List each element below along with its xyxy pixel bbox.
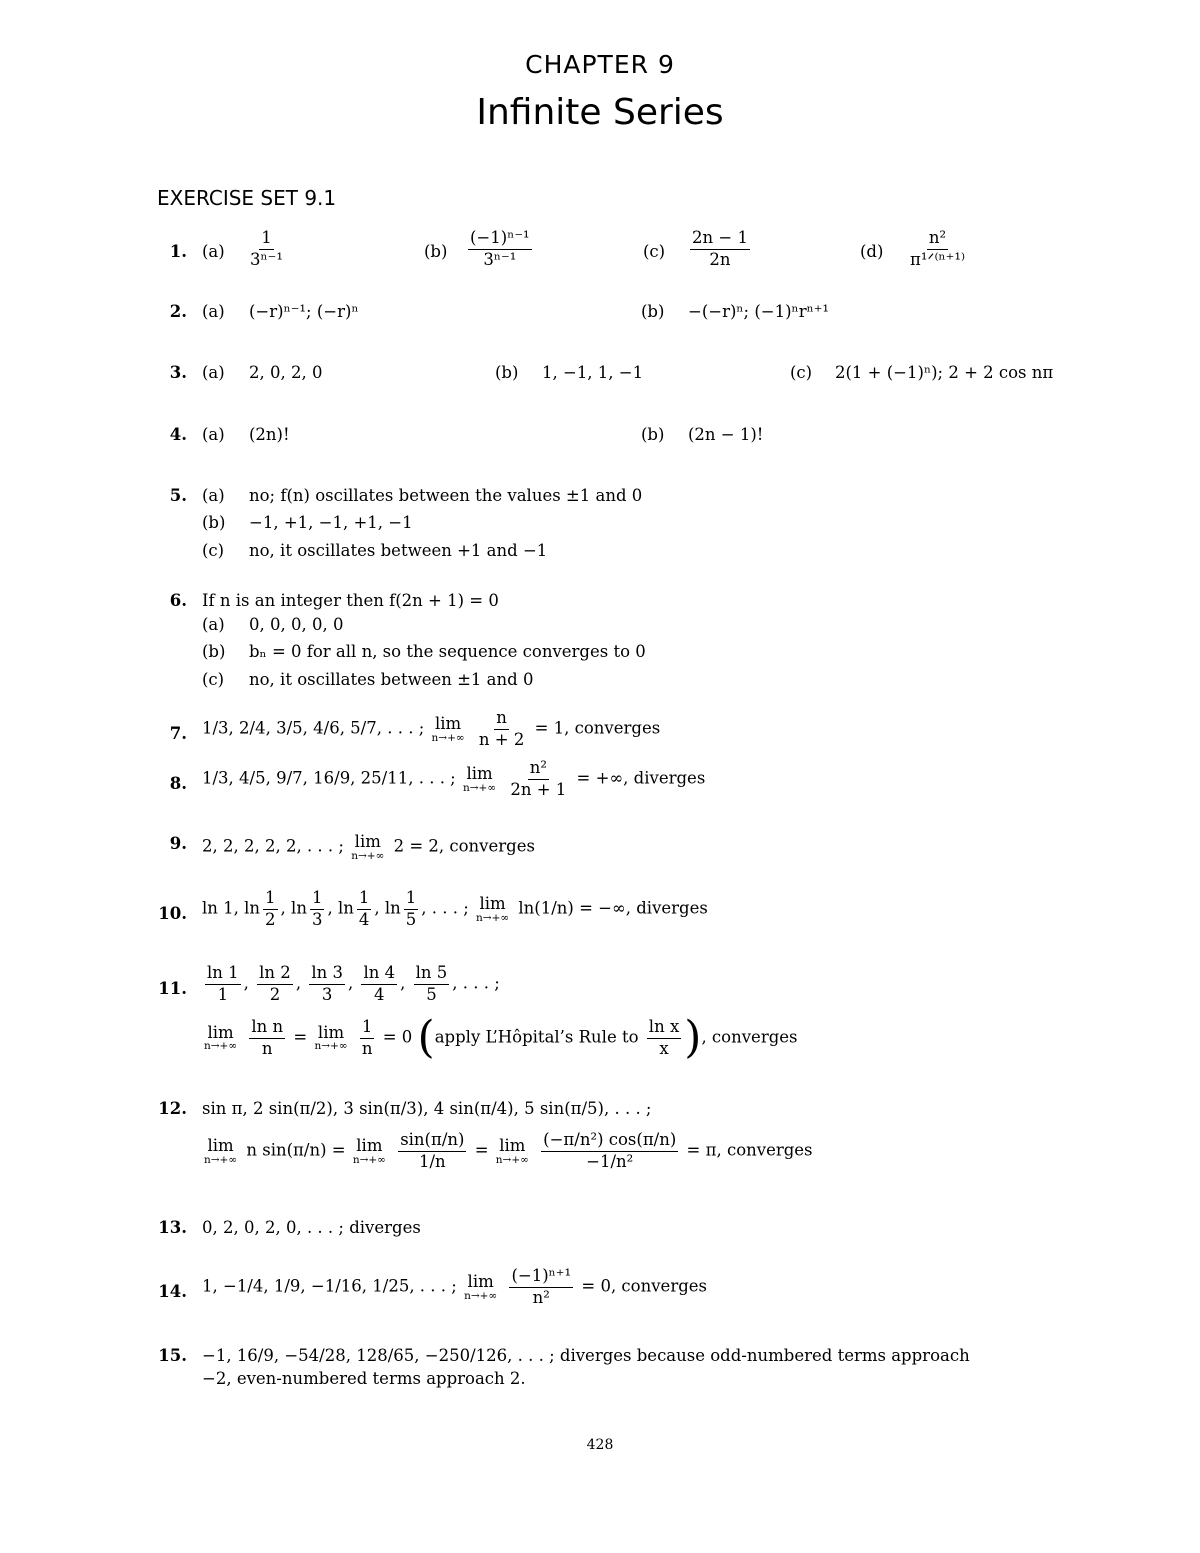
part-c-label: (c) bbox=[790, 363, 813, 382]
part-c-fraction: $\frac{2n - 1}{2n}$ bbox=[692, 228, 748, 269]
limit-operator: lim n→+∞ bbox=[431, 714, 465, 744]
exercise-number: 5. bbox=[169, 486, 187, 505]
part-c-label: (c) bbox=[643, 242, 666, 261]
part-a-answer: no; f(n) oscillates between the values ±1 and 0 bbox=[249, 486, 643, 505]
part-b-label: (b) bbox=[424, 242, 448, 261]
exercise-intro: If n is an integer then f(2n + 1) = 0 bbox=[202, 591, 499, 610]
part-b-label: (b) bbox=[641, 302, 665, 321]
section-heading: EXERCISE SET 9.1 bbox=[157, 186, 337, 210]
part-b-answer: (2n − 1)! bbox=[688, 425, 764, 444]
part-b-label: (b) bbox=[641, 425, 665, 444]
exercise-answer: ln 1, ln $\frac{1}{2}$ , ln $\frac{1}{3}$ , ln $\frac{1}{4}$ , ln $\frac{1}{5}$ , . . . ; lim n→+∞ ln(1/n) = −∞, diverges bbox=[202, 888, 708, 929]
part-b-label: (b) bbox=[495, 363, 519, 382]
fraction: $\frac{n}{n + 2}$ bbox=[478, 708, 525, 749]
fraction: $\frac{\text{(−1)ⁿ⁺¹}}{\text{n²}}$ bbox=[511, 1266, 572, 1307]
exercise-number: 7. bbox=[169, 724, 187, 743]
exercise-number: 11. bbox=[158, 979, 187, 998]
part-b-label: (b) bbox=[202, 513, 226, 532]
part-c-answer: 2(1 + (−1)ⁿ); 2 + 2 cos nπ bbox=[835, 363, 1054, 382]
exercise-number: 13. bbox=[158, 1218, 187, 1237]
limit-operator: lim n→+∞ bbox=[495, 1136, 529, 1166]
exercise-answer: lim n→+∞ n sin(π/n) = lim n→+∞ $\frac{\sin(\pi/n)}{1/n}$ = lim n→+∞ $\frac{\text{(−π/n²) cos(π/n)}}{\text{−1/n²}}$ = π, converges bbox=[204, 1130, 813, 1171]
page-title: Infinite Series bbox=[476, 92, 724, 133]
exercise-answer-line-1: −1, 16/9, −54/28, 128/65, −250/126, . . . ; diverges because odd-numbered terms approach bbox=[202, 1346, 970, 1365]
part-c-label: (c) bbox=[202, 541, 225, 560]
part-b-answer: −1, +1, −1, +1, −1 bbox=[249, 513, 413, 532]
part-a-label: (a) bbox=[202, 302, 225, 321]
part-a-label: (a) bbox=[202, 425, 225, 444]
exercise-number: 2. bbox=[169, 302, 187, 321]
exercise-answer: 1, −1/4, 1/9, −1/16, 1/25, . . . ; lim n→+∞ $\frac{\text{(−1)ⁿ⁺¹}}{\text{n²}}$ = 0, converges bbox=[202, 1266, 708, 1307]
exercise-number: 12. bbox=[158, 1099, 187, 1118]
part-a-answer: (2n)! bbox=[249, 425, 290, 444]
exercise-answer: 1/3, 2/4, 3/5, 4/6, 5/7, . . . ; lim n→+∞ $\frac{n}{n + 2}$ = 1, converges bbox=[202, 708, 661, 749]
exercise-sequence: sin π, 2 sin(π/2), 3 sin(π/3), 4 sin(π/4), 5 sin(π/5), . . . ; bbox=[202, 1099, 652, 1118]
part-b-label: (b) bbox=[202, 642, 226, 661]
part-a-label: (a) bbox=[202, 242, 225, 261]
part-d-label: (d) bbox=[860, 242, 884, 261]
chapter-heading: CHAPTER 9 bbox=[525, 50, 675, 79]
page-number: 428 bbox=[586, 1437, 614, 1453]
exercise-number: 14. bbox=[158, 1282, 187, 1301]
exercise-sequence: $\frac{\ln 1}{1}$ , $\frac{\ln 2}{2}$ , $\frac{\ln 3}{3}$ , $\frac{\ln 4}{4}$ , $\frac{\ln 5}{5}$ , . . . ; bbox=[207, 963, 500, 1004]
exercise-answer: lim n→+∞ $\frac{\text{ln n}}{n}$ = lim n→+∞ $\frac{1}{n}$ = 0 (apply L’Hôpital’s Rule to $\frac{\text{ln x}}{x}$ ), converges bbox=[204, 1012, 798, 1063]
part-a-fraction: $\frac{1}{\text{3ⁿ⁻¹}}$ bbox=[250, 228, 283, 269]
limit-operator: lim n→+∞ bbox=[352, 1136, 386, 1166]
part-a-label: (a) bbox=[202, 363, 225, 382]
exercise-answer: 1/3, 4/5, 9/7, 16/9, 25/11, . . . ; lim n→+∞ $\frac{\text{n²}}{2n + 1}$ = +∞, diverges bbox=[202, 758, 706, 799]
part-c-answer: no, it oscillates between +1 and −1 bbox=[249, 541, 548, 560]
part-c-label: (c) bbox=[202, 670, 225, 689]
part-d-fraction: n² π¹ᐟ⁽ⁿ⁺¹⁾ bbox=[910, 228, 966, 269]
exercise-answer-line-2: −2, even-numbered terms approach 2. bbox=[202, 1369, 526, 1388]
limit-operator: lim n→+∞ bbox=[204, 1136, 238, 1166]
exercise-number: 4. bbox=[169, 425, 187, 444]
exercise-answer: 2, 2, 2, 2, 2, . . . ; lim n→+∞ 2 = 2, converges bbox=[202, 832, 535, 862]
exercise-answer: 0, 2, 0, 2, 0, . . . ; diverges bbox=[202, 1218, 421, 1237]
part-b-fraction: $\frac{\text{(−1)ⁿ⁻¹}}{\text{3ⁿ⁻¹}}$ bbox=[470, 228, 530, 269]
limit-operator: lim n→+∞ bbox=[204, 1022, 238, 1053]
part-a-label: (a) bbox=[202, 486, 225, 505]
fraction: $\frac{\text{n²}}{2n + 1}$ bbox=[510, 758, 567, 799]
part-a-answer: 2, 0, 2, 0 bbox=[249, 363, 323, 382]
exercise-number: 9. bbox=[169, 834, 187, 853]
exercise-number: 6. bbox=[169, 591, 187, 610]
part-a-answer: (−r)ⁿ⁻¹; (−r)ⁿ bbox=[249, 302, 359, 321]
exercise-number: 1. bbox=[169, 242, 187, 261]
limit-operator: lim n→+∞ bbox=[351, 832, 385, 862]
limit-operator: lim n→+∞ bbox=[314, 1022, 348, 1053]
part-c-answer: no, it oscillates between ±1 and 0 bbox=[249, 670, 534, 689]
exercise-number: 10. bbox=[158, 904, 187, 923]
exercise-number: 8. bbox=[169, 774, 187, 793]
part-b-answer: −(−r)ⁿ; (−1)ⁿrⁿ⁺¹ bbox=[688, 302, 830, 321]
part-b-answer: bₙ = 0 for all n, so the sequence converges to 0 bbox=[249, 642, 646, 661]
part-a-answer: 0, 0, 0, 0, 0 bbox=[249, 615, 344, 634]
limit-operator: lim n→+∞ bbox=[476, 894, 510, 924]
part-b-answer: 1, −1, 1, −1 bbox=[542, 363, 644, 382]
limit-operator: lim n→+∞ bbox=[463, 764, 497, 794]
exercise-number: 15. bbox=[158, 1346, 187, 1365]
limit-operator: lim n→+∞ bbox=[464, 1272, 498, 1302]
exercise-number: 3. bbox=[169, 363, 187, 382]
part-a-label: (a) bbox=[202, 615, 225, 634]
